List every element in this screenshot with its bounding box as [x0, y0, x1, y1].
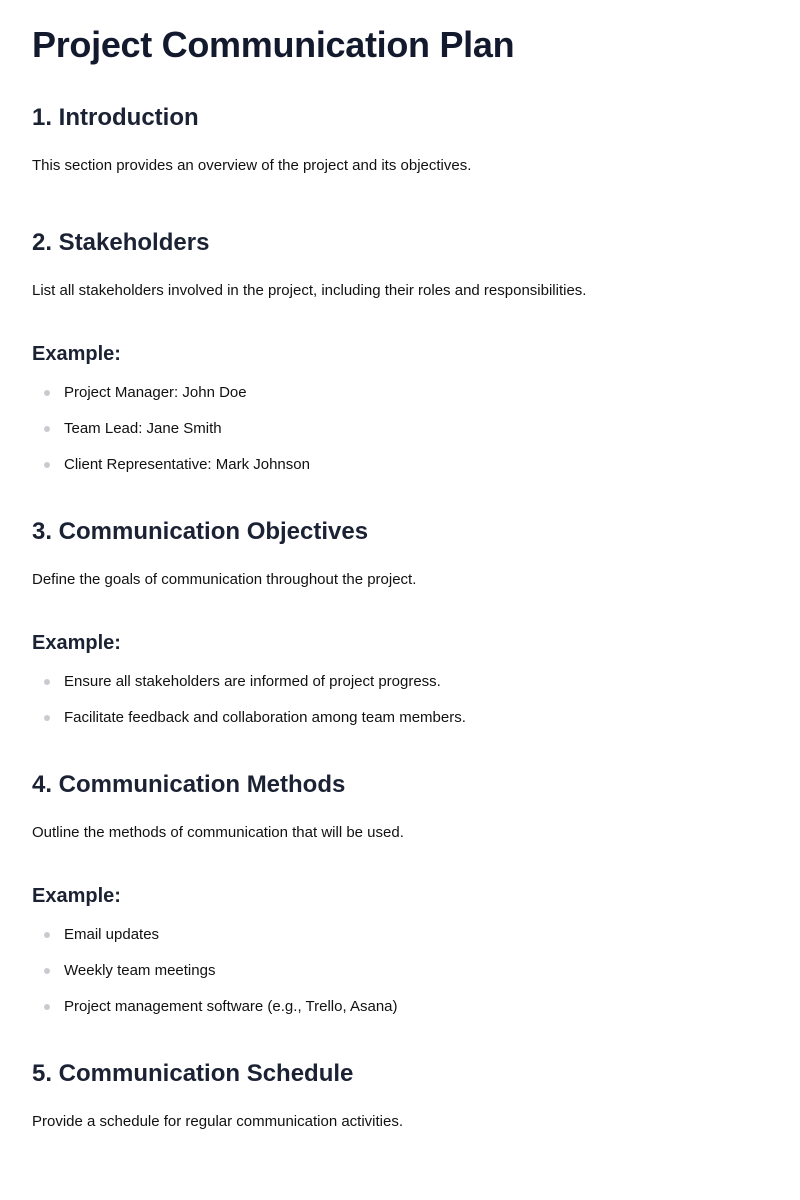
bullet-icon — [44, 390, 50, 396]
list-item — [32, 383, 768, 419]
section-introduction — [32, 103, 768, 176]
list-item — [32, 419, 768, 455]
section-description: Define the goals of communication throughout the project. — [32, 571, 417, 588]
section-stakeholders — [32, 228, 768, 491]
list-item-text: Email updates — [64, 926, 160, 943]
bullet-icon — [44, 968, 50, 974]
section-heading: 4. Communication Methods — [32, 771, 346, 798]
section-description: List all stakeholders involved in the project, including their roles and responsibilities. — [32, 282, 587, 299]
section-description: This section provides an overview of the project and its objectives. — [32, 157, 472, 174]
list-item-text: Project Manager: John Doe — [64, 384, 247, 401]
section-communication-methods — [32, 770, 768, 1033]
list-item-text: Project management software (e.g., Trello, Asana) — [64, 998, 398, 1015]
example-list — [32, 925, 768, 1033]
list-item — [32, 708, 768, 744]
section-heading: 2. Stakeholders — [32, 229, 210, 256]
list-item — [32, 672, 768, 708]
section-description: Provide a schedule for regular communication activities. — [32, 1113, 404, 1130]
list-item-text: Facilitate feedback and collaboration among team members. — [64, 709, 466, 726]
list-item-text: Ensure all stakeholders are informed of project progress. — [64, 673, 441, 690]
bullet-icon — [44, 932, 50, 938]
section-description: Outline the methods of communication that will be used. — [32, 824, 404, 841]
example-heading: Example: — [32, 343, 121, 365]
list-item — [32, 961, 768, 997]
example-list — [32, 672, 768, 744]
list-item — [32, 997, 768, 1033]
list-item — [32, 925, 768, 961]
page-title: Project Communication Plan — [32, 24, 515, 65]
example-heading: Example: — [32, 885, 121, 907]
list-item-text: Client Representative: Mark Johnson — [64, 456, 310, 473]
bullet-icon — [44, 426, 50, 432]
section-communication-objectives — [32, 517, 768, 744]
example-list — [32, 383, 768, 491]
section-heading: 5. Communication Schedule — [32, 1060, 354, 1087]
example-heading: Example: — [32, 632, 121, 654]
list-item-text: Team Lead: Jane Smith — [64, 420, 222, 437]
section-communication-schedule — [32, 1059, 768, 1132]
bullet-icon — [44, 1004, 50, 1010]
list-item-text: Weekly team meetings — [64, 962, 216, 979]
bullet-icon — [44, 715, 50, 721]
section-heading: 1. Introduction — [32, 104, 199, 131]
bullet-icon — [44, 462, 50, 468]
list-item — [32, 455, 768, 491]
section-heading: 3. Communication Objectives — [32, 518, 369, 545]
bullet-icon — [44, 679, 50, 685]
